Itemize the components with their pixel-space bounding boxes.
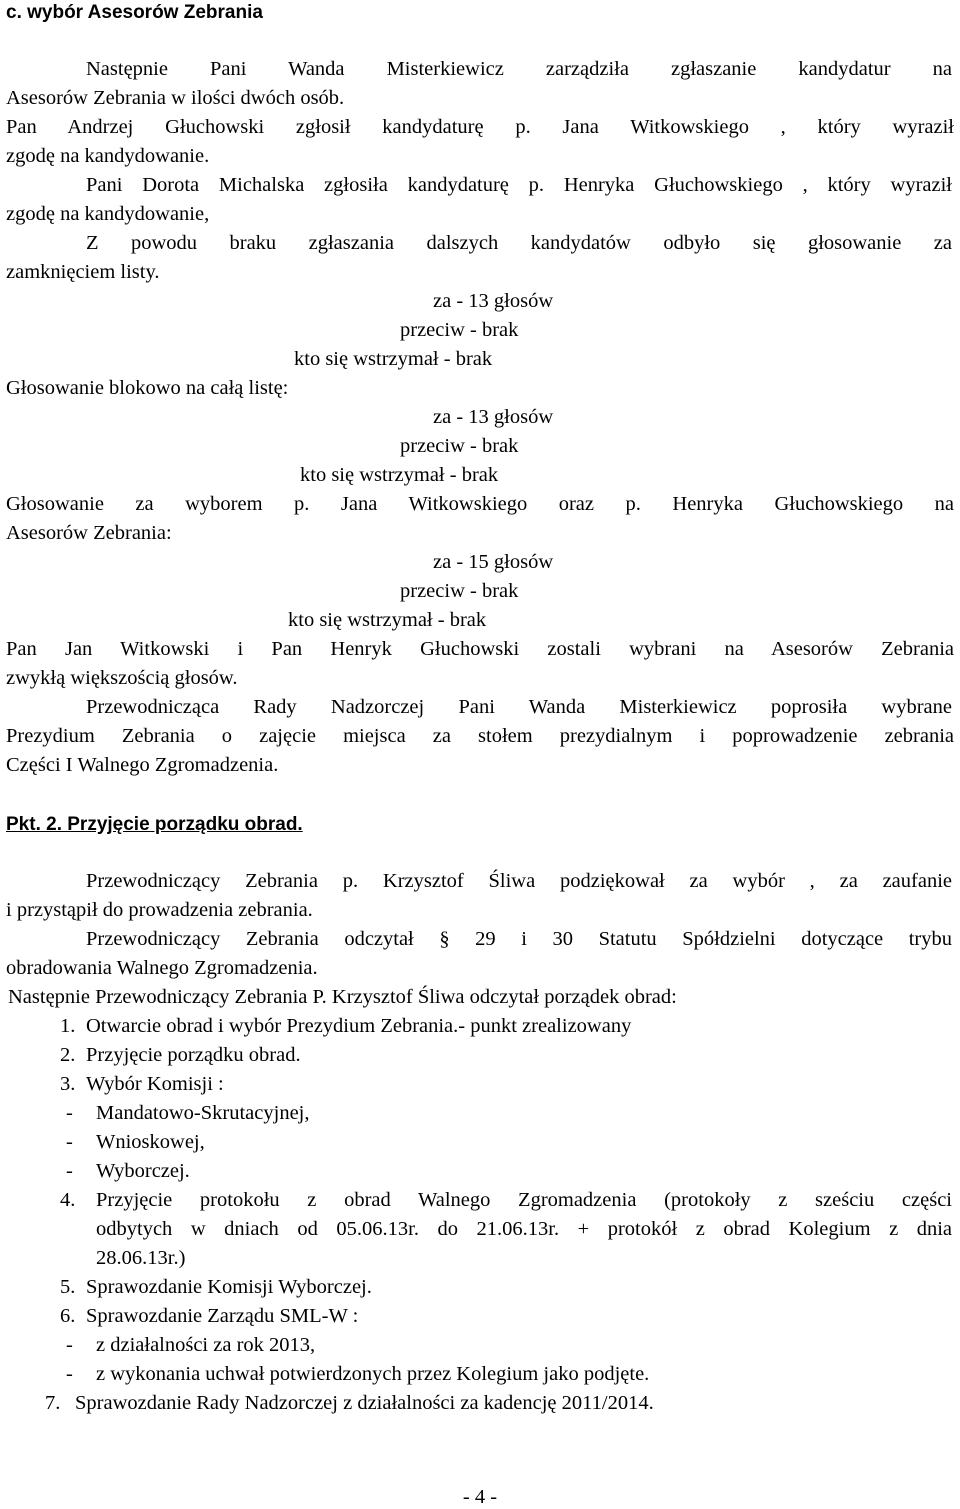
agenda-text: Sprawozdanie Rady Nadzorczej z działalności za kadencję 2011/2014. [75,1392,654,1414]
agenda-item [60,1070,950,1099]
page-number: - 4 - [462,1486,498,1508]
vote-for: za - 15 głosów [433,551,554,573]
agenda-dash: - [66,1334,73,1356]
agenda-item [60,1012,950,1041]
paragraph-line: Przewodnicząca Rady Nadzorczej Pani Wanda Misterkiewicz poprosiła wybrane [86,696,952,718]
agenda-text: Sprawozdanie Komisji Wyborczej. [86,1276,372,1298]
agenda-text: Przyjęcie protokołu z obrad Walnego Zgromadzenia (protokoły z sześciu części [96,1189,952,1211]
result-line: zwykłą większością głosów. [6,667,238,689]
vote-for: za - 13 głosów [433,406,554,428]
choice-vote-label: Asesorów Zebrania: [6,522,172,544]
paragraph-line: Z powodu braku zgłaszania dalszych kandydatów odbyło się głosowanie za [86,232,952,254]
paragraph-line: zgodę na kandydowanie. [6,145,210,167]
result-line: Pan Jan Witkowski i Pan Henryk Głuchowski zostali wybrani na Asesorów Zebrania [6,638,954,660]
paragraph-line: Przewodniczący Zebrania odczytał § 29 i 30 Statutu Spółdzielni dotyczące trybu [86,928,952,950]
agenda-text: 28.06.13r.) [96,1247,186,1269]
paragraph-line: Przewodniczący Zebrania p. Krzysztof Śliwa podziękował za wybór , za zaufanie [86,870,952,892]
agenda-item [60,1041,950,1070]
agenda-number: 3. [60,1073,76,1095]
agenda-dash: - [66,1102,73,1124]
agenda-text: Mandatowo-Skrutacyjnej, [96,1102,310,1124]
vote-for: za - 13 głosów [433,290,554,312]
agenda-number: 1. [60,1015,76,1037]
agenda-item [60,1302,950,1331]
block-vote-label: Głosowanie blokowo na całą listę: [6,377,289,399]
agenda-intro: Następnie Przewodniczący Zebrania P. Krzysztof Śliwa odczytał porządek obrad: [8,986,677,1008]
agenda-dash: - [66,1131,73,1153]
agenda-subitem [66,1157,946,1186]
agenda-text: Przyjęcie porządku obrad. [86,1044,301,1066]
agenda-number: 5. [60,1276,76,1298]
paragraph-line: obradowania Walnego Zgromadzenia. [6,957,318,979]
agenda-text: Wybór Komisji : [86,1073,224,1095]
vote-against: przeciw - brak [400,435,519,457]
agenda-text: z wykonania uchwał potwierdzonych przez Kolegium jako podjęte. [96,1363,650,1385]
paragraph-line: Pan Andrzej Głuchowski zgłosił kandydaturę p. Jana Witkowskiego , który wyraził [6,116,954,138]
agenda-number: 4. [60,1189,76,1211]
paragraph-line: Asesorów Zebrania w ilości dwóch osób. [6,87,345,109]
agenda-dash: - [66,1160,73,1182]
agenda-number: 2. [60,1044,76,1066]
agenda-dash: - [66,1363,73,1385]
vote-against: przeciw - brak [400,580,519,602]
paragraph-line: Następnie Pani Wanda Misterkiewicz zarządziła zgłaszanie kandydatur na [86,58,952,80]
agenda-text: Sprawozdanie Zarządu SML-W : [86,1305,359,1327]
vote-abstain: kto się wstrzymał - brak [294,348,493,370]
agenda-item [45,1389,950,1418]
agenda-subitem [66,1128,946,1157]
agenda-text: z działalności za rok 2013, [96,1334,316,1356]
agenda-number: 7. [45,1392,61,1414]
vote-abstain: kto się wstrzymał - brak [300,464,499,486]
agenda-text: Wyborczej. [96,1160,190,1182]
vote-abstain: kto się wstrzymał - brak [288,609,487,631]
section-heading: c. wybór Asesorów Zebrania [6,2,263,23]
agenda-text: Wnioskowej, [96,1131,205,1153]
paragraph-line: Prezydium Zebrania o zajęcie miejsca za stołem prezydialnym i poprowadzenie zebrania [6,725,954,747]
paragraph-line: Pani Dorota Michalska zgłosiła kandydaturę p. Henryka Głuchowskiego , który wyraził [86,174,952,196]
agenda-subitem [66,1099,946,1128]
paragraph-line: i przystąpił do prowadzenia zebrania. [6,899,313,921]
paragraph-line: zgodę na kandydowanie, [6,203,210,225]
agenda-item [60,1273,950,1302]
agenda-number: 6. [60,1305,76,1327]
pkt2-heading: Pkt. 2. Przyjęcie porządku obrad. [6,814,303,835]
agenda-text: Otwarcie obrad i wybór Prezydium Zebrania.- punkt zrealizowany [86,1015,632,1037]
paragraph-line: Części I Walnego Zgromadzenia. [6,754,279,776]
agenda-text: odbytych w dniach od 05.06.13r. do 21.06.13r. + protokół z obrad Kolegium z dnia [96,1218,952,1240]
choice-vote-label: Głosowanie za wyborem p. Jana Witkowskiego oraz p. Henryka Głuchowskiego na [6,493,954,515]
paragraph-line: zamknięciem listy. [6,261,160,283]
agenda-subitem [66,1331,946,1360]
vote-against: przeciw - brak [400,319,519,341]
agenda-subitem [66,1360,946,1389]
